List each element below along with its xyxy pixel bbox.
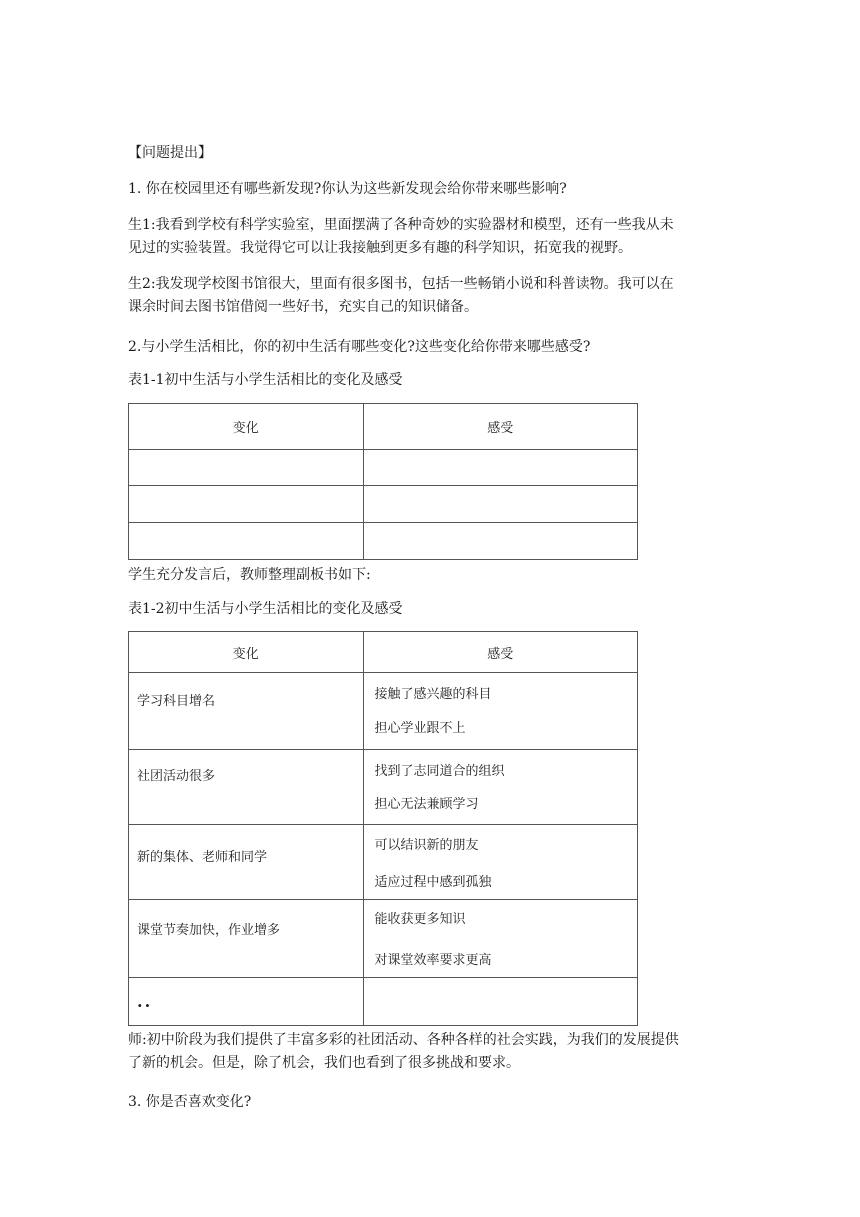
change-text: 新的集体、老师和同学 bbox=[137, 850, 268, 865]
feeling-text-1: 接触了感兴趣的科目 bbox=[374, 687, 492, 702]
table-1-cell-feeling bbox=[363, 450, 637, 486]
after-discussion-text: 学生充分发言后，教师整理副板书如下: bbox=[128, 567, 371, 583]
feeling-text-1: 能收获更多知识 bbox=[374, 912, 466, 927]
table-2-cell-feeling bbox=[363, 978, 637, 1026]
feeling-text-2: 对课堂效率要求更高 bbox=[374, 953, 492, 968]
teacher-remark bbox=[128, 1029, 734, 1074]
table-2-cell-feeling bbox=[363, 673, 637, 750]
feeling-text-2: 担心学业跟不上 bbox=[374, 721, 466, 736]
answer-1-line-2: 见过的实验装置。我觉得它可以让我接触到更多有趣的科学知识，拓宽我的视野。 bbox=[128, 240, 632, 256]
change-text: 课堂节奏加快，作业增多 bbox=[137, 923, 281, 938]
table-2-cell-feeling bbox=[363, 750, 637, 825]
table-1-cell-change bbox=[129, 450, 364, 486]
table-2-cell-change bbox=[129, 978, 364, 1026]
table-1-cell-feeling bbox=[363, 486, 637, 523]
change-text: 学习科目增名 bbox=[137, 694, 216, 709]
answer-1 bbox=[128, 214, 734, 259]
table-row bbox=[129, 825, 638, 900]
table-1-header-change: 变化 bbox=[129, 404, 364, 450]
table-2-cell-feeling bbox=[363, 900, 637, 978]
table-row bbox=[129, 523, 638, 560]
table-2-cell-change bbox=[129, 673, 364, 750]
table-2-cell-change bbox=[129, 825, 364, 900]
table-2 bbox=[128, 631, 638, 1026]
table-row bbox=[129, 673, 638, 750]
answer-2 bbox=[128, 273, 734, 318]
table-row bbox=[129, 486, 638, 523]
table-row bbox=[129, 978, 638, 1026]
answer-1-line-1: 生1:我看到学校有科学实验室，里面摆满了各种奇妙的实验器材和模型，还有一些我从未 bbox=[128, 217, 674, 233]
table-1-caption: 表1-1初中生活与小学生活相比的变化及感受 bbox=[128, 372, 403, 388]
table-1 bbox=[128, 403, 638, 560]
table-2-cell-feeling bbox=[363, 825, 637, 900]
table-row bbox=[129, 450, 638, 486]
ellipsis-text: ·· bbox=[137, 996, 153, 1015]
question-3: 3. 你是否喜欢变化? bbox=[128, 1094, 252, 1110]
table-2-header-feeling: 感受 bbox=[363, 632, 637, 673]
answer-2-line-2: 课余时间去图书馆借阅一些好书，充实自己的知识储备。 bbox=[128, 299, 478, 315]
feeling-text-2: 适应过程中感到孤独 bbox=[374, 875, 492, 890]
table-1-cell-change bbox=[129, 486, 364, 523]
feeling-text-2: 担心无法兼顾学习 bbox=[374, 797, 479, 812]
change-text: 社团活动很多 bbox=[137, 769, 216, 784]
table-row bbox=[129, 900, 638, 978]
teacher-remark-line-2: 了新的机会。但是，除了机会，我们也看到了很多挑战和要求。 bbox=[128, 1055, 520, 1071]
question-1: 1. 你在校园里还有哪些新发现?你认为这些新发现会给你带来哪些影响? bbox=[128, 181, 567, 197]
table-1-header-feeling: 感受 bbox=[363, 404, 637, 450]
table-2-cell-change bbox=[129, 750, 364, 825]
table-row bbox=[129, 750, 638, 825]
feeling-text-1: 找到了志同道合的组织 bbox=[374, 764, 505, 779]
answer-2-line-1: 生2:我发现学校图书馆很大，里面有很多图书，包括一些畅销小说和科普读物。我可以在 bbox=[128, 276, 674, 292]
table-2-cell-change bbox=[129, 900, 364, 978]
teacher-remark-line-1: 师:初中阶段为我们提供了丰富多彩的社团活动、各种各样的社会实践，为我们的发展提供 bbox=[128, 1032, 679, 1048]
table-1-cell-feeling bbox=[363, 523, 637, 560]
table-2-header-change: 变化 bbox=[129, 632, 364, 673]
table-2-caption: 表1-2初中生活与小学生活相比的变化及感受 bbox=[128, 601, 403, 617]
table-1-cell-change bbox=[129, 523, 364, 560]
question-2: 2.与小学生活相比，你的初中生活有哪些变化?这些变化给你带来哪些感受? bbox=[128, 339, 591, 355]
feeling-text-1: 可以结识新的朋友 bbox=[374, 838, 479, 853]
section-title: 【问题提出】 bbox=[128, 145, 212, 161]
